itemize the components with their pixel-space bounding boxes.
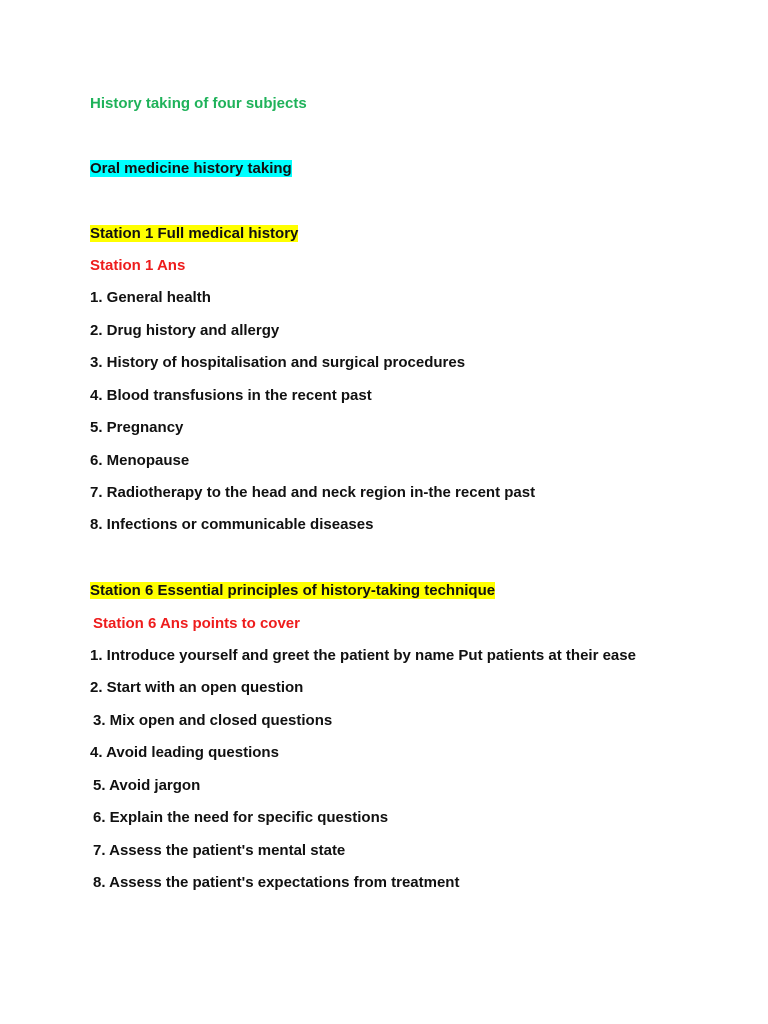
list-item: 8. Assess the patient's expectations from treatment xyxy=(93,874,460,891)
document-title: History taking of four subjects xyxy=(90,95,307,112)
list-item: 7. Radiotherapy to the head and neck region in-the recent past xyxy=(90,484,536,501)
list-item: 7. Assess the patient's mental state xyxy=(93,842,346,859)
list-item: 2. Drug history and allergy xyxy=(90,322,280,339)
list-item: 4. Blood transfusions in the recent past xyxy=(90,387,372,404)
list-item: 3. Mix open and closed questions xyxy=(93,712,333,729)
list-item: 4. Avoid leading questions xyxy=(90,744,279,761)
station6-heading xyxy=(90,581,495,600)
station1-heading xyxy=(90,224,298,243)
list-item: 6. Menopause xyxy=(90,452,190,469)
list-item: 1. Introduce yourself and greet the patient by name Put patients at their ease xyxy=(90,647,636,664)
list-item: 6. Explain the need for specific questions xyxy=(93,809,389,826)
list-item: 8. Infections or communicable diseases xyxy=(90,516,374,533)
section-heading-text: Oral medicine history taking xyxy=(90,160,292,177)
list-item: 2. Start with an open question xyxy=(90,679,304,696)
list-item: 1. General health xyxy=(90,289,211,306)
station6-answer-label: Station 6 Ans points to cover xyxy=(93,615,300,632)
list-item: 5. Avoid jargon xyxy=(93,777,201,794)
station1-heading-text: Station 1 Full medical history xyxy=(90,225,299,242)
list-item: 3. History of hospitalisation and surgical procedures xyxy=(90,354,466,371)
station6-heading-text: Station 6 Essential principles of history-taking technique xyxy=(90,582,496,599)
section-heading xyxy=(90,159,292,178)
list-item: 5. Pregnancy xyxy=(90,419,184,436)
station1-answer-label: Station 1 Ans xyxy=(90,257,186,274)
